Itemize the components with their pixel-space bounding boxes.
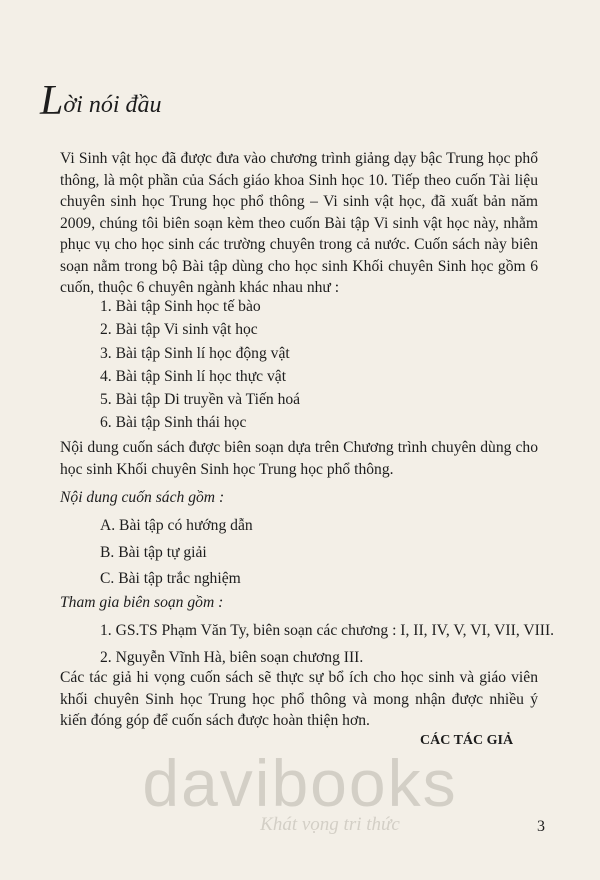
list-item: 1. GS.TS Phạm Văn Ty, biên soạn các chương : I, II, IV, V, VI, VII, VIII. [100,622,555,639]
list-item: B. Bài tập tự giải [100,543,207,561]
page-number: 3 [537,818,545,835]
page-title [40,80,162,122]
intro-paragraph: Vi Sinh vật học đã được đưa vào chương trình giảng dạy bậc Trung học phổ thông, là một phần của Sách giáo khoa Sinh học 10. Tiếp theo cuốn Tài liệu chuyên sinh học Trung học phổ thông – Vi sinh vật học, đã xuất bản năm 2009, chúng tôi biên soạn kèm theo cuốn Bài tập Vi sinh vật học này, nhằm phục vụ cho học sinh các trường chuyên trong cả nước. Cuốn sách này biên soạn nằm trong bộ Bài tập dùng cho học sinh Khối chuyên Sinh học gồm 6 cuốn, thuộc 6 chuyên ngành khác nhau như : [60,150,538,296]
title-initial: L [40,78,64,124]
list-item: C. Bài tập trắc nghiệm [100,570,241,587]
list-item: 3. Bài tập Sinh lí học động vật [100,344,290,362]
watermark-tagline: Khát vọng tri thức [260,814,400,835]
book-series-list [100,295,300,435]
authors-list [100,618,554,671]
list-item: 2. Nguyễn Vĩnh Hà, biên soạn chương III. [100,648,364,666]
signature: CÁC TÁC GIẢ [420,733,514,748]
list-item: 6. Bài tập Sinh thái học [100,414,247,432]
content-paragraph: Nội dung cuốn sách được biên soạn dựa trên Chương trình chuyên dùng cho học sinh Khối chuyên Sinh học Trung học phổ thông. [60,439,538,478]
list-item: 2. Bài tập Vi sinh vật học [100,321,258,339]
contents-section-title: Nội dung cuốn sách gồm : [60,489,225,506]
list-item: 4. Bài tập Sinh lí học thực vật [100,367,287,385]
watermark-brand: davibooks [142,746,458,820]
list-item: 1. Bài tập Sinh học tế bào [100,298,261,315]
authors-section-title: Tham gia biên soạn gồm : [60,594,224,611]
watermark [140,746,460,836]
title-text: ời nói đầu [63,92,162,118]
list-item: A. Bài tập có hướng dẫn [100,517,253,534]
contents-list [100,513,253,593]
list-item: 5. Bài tập Di truyền và Tiến hoá [100,391,301,409]
closing-paragraph: Các tác giả hi vọng cuốn sách sẽ thực sự bổ ích cho học sinh và giáo viên khối chuyên Sinh học Trung học phổ thông và mong nhận được nhiều ý kiến đóng góp để cuốn sách được hoàn thiện hơn. [60,669,538,729]
